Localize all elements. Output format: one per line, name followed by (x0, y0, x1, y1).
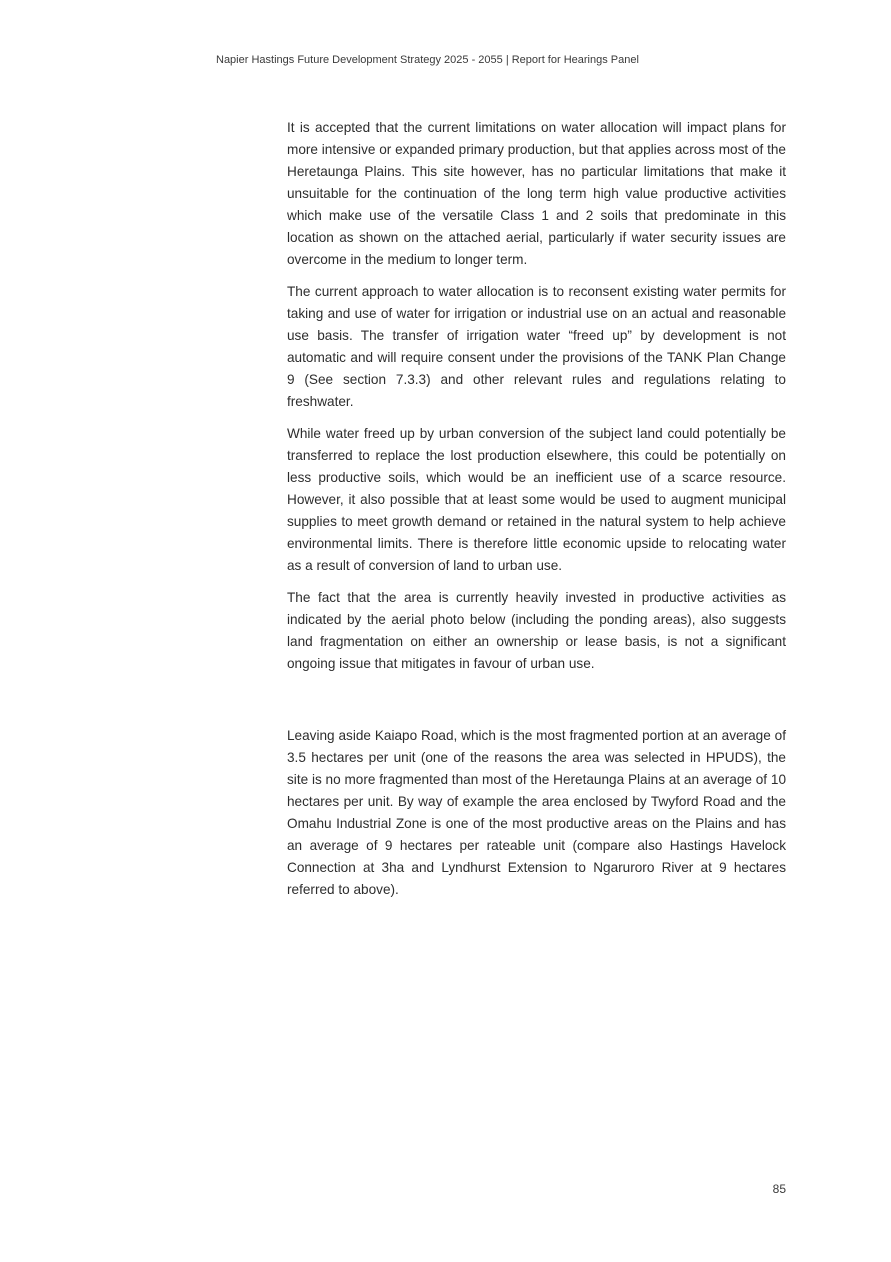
paragraph-water-allocation-limits: It is accepted that the current limitations on water allocation will impact plans for more intensive or expanded primary production, but that applies across most of the Heretaunga Plains. This site however, has no particular limitations that make it unsuitable for the continuation of the long term high value productive activities which make use of the versatile Class 1 and 2 soils that predominate in this location as shown on the attached aerial, particularly if water security issues are overcome in the medium to longer term. (287, 120, 786, 267)
page-header: Napier Hastings Future Development Strategy 2025 - 2055 | Report for Hearings Panel (216, 54, 639, 66)
paragraph-water-reconsent-approach: The current approach to water allocation is to reconsent existing water permits for taking and use of water for irrigation or industrial use on an actual and reasonable use basis. The transfer of irrigation water “freed up” by development is not automatic and will require consent under the provisions of the TANK Plan Change 9 (See section 7.3.3) and other relevant rules and regulations relating to freshwater. (287, 284, 786, 409)
page-number: 85 (772, 1182, 786, 1196)
paragraph-freed-up-water: While water freed up by urban conversion of the subject land could potentially be transferred to replace the lost production elsewhere, this could be potentially on less productive soils, which would be an inefficient use of a scarce resource. However, it also possible that at least some would be used to augment municipal supplies to meet growth demand or retained in the natural system to help achieve environmental limits. There is therefore little economic upside to relocating water as a result of conversion of land to urban use. (287, 426, 786, 573)
section-gap (287, 685, 786, 725)
body-text (287, 117, 786, 911)
paragraph-productive-investment: The fact that the area is currently heavily invested in productive activities as indicated by the aerial photo below (including the ponding areas), also suggests land fragmentation on either an ownership or lease basis, is not a significant ongoing issue that mitigates in favour of urban use. (287, 590, 786, 671)
paragraph-land-fragmentation: Leaving aside Kaiapo Road, which is the most fragmented portion at an average of 3.5 hectares per unit (one of the reasons the area was selected in HPUDS), the site is no more fragmented than most of the Heretaunga Plains at an average of 10 hectares per unit. By way of example the area enclosed by Twyford Road and the Omahu Industrial Zone is one of the most productive areas on the Plains and has an average of 9 hectares per rateable unit (compare also Hastings Havelock Connection at 3ha and Lyndhurst Extension to Ngaruroro River at 9 hectares referred to above). (287, 728, 786, 897)
